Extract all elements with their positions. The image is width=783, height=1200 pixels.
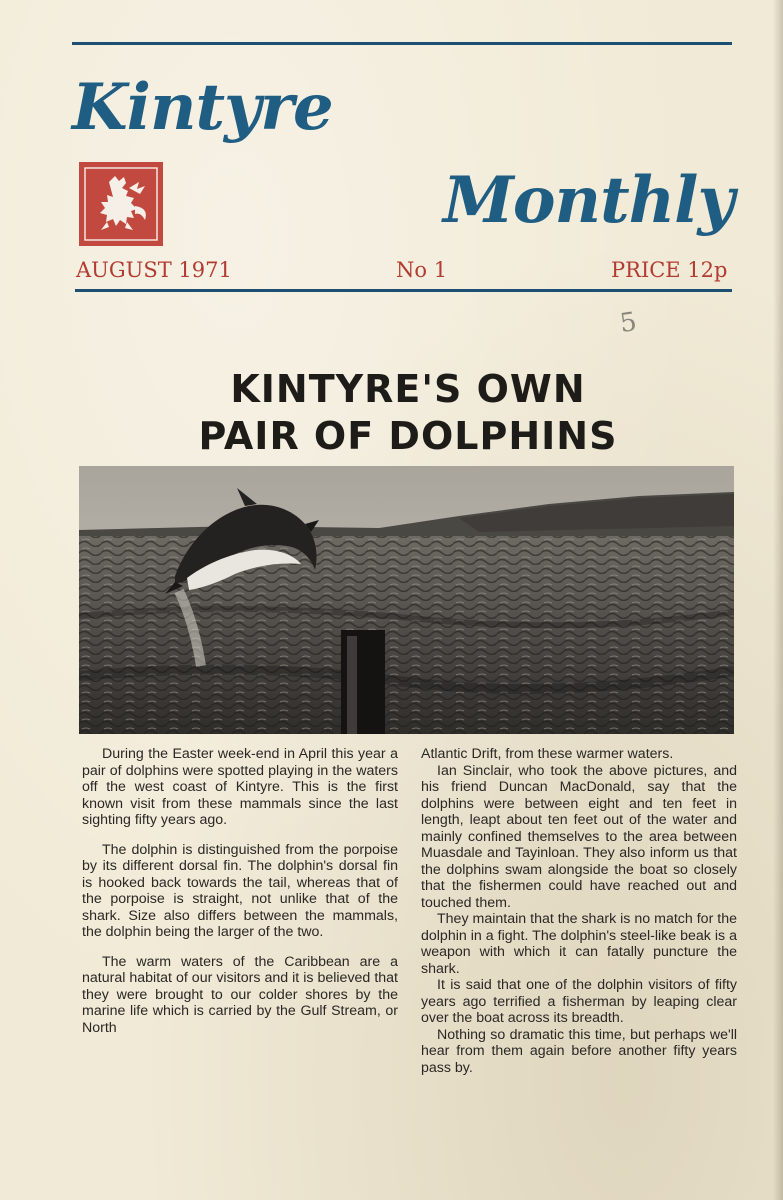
article-paragraph: The warm waters of the Caribbean are a natural habitat of our visitors and it is believed that they were brought to our colder shores by the marine life which is carried by the Gulf Stream, or North xyxy=(82,953,398,1036)
masthead-title-kintyre: Kintyre xyxy=(72,70,333,145)
article-paragraph: Atlantic Drift, from these warmer waters. xyxy=(421,746,674,762)
issue-month: AUGUST 1971 xyxy=(76,258,232,282)
page-edge-shadow xyxy=(773,0,783,1200)
masthead-bottom-rule xyxy=(75,289,732,292)
article-headline xyxy=(80,366,736,460)
article-paragraph: Ian Sinclair, who took the above pictures, and his friend Duncan MacDonald, say that the dolphins were between eight and ten feet in length, leapt about ten feet out of the water and mainly confined themselves to the area between Muasdale and Tayinloan. They also inform us that the dolphins swam alongside the boat so closely that the fishermen could have reached out and touched them. xyxy=(421,762,737,911)
article-paragraph: It is said that one of the dolphin visitors of fifty years ago terrified a fisherman by leaping clear over the boat across its breadth. xyxy=(421,977,737,1026)
headline-line-2: PAIR OF DOLPHINS xyxy=(198,414,618,458)
article-paragraph: The dolphin is distinguished from the porpoise by its different dorsal fin. The dolphin's dorsal fin is hooked back towards the tail, whereas that of the porpoise is straight, not unlike that of the shark. Size also differs between the mammals, the dolphin being the larger of the two. xyxy=(82,841,398,940)
article-paragraph: During the Easter week-end in April this year a pair of dolphins were spotted playing in the waters off the west coast of Kintyre. This is the first known visit from these mammals since the last sighting fifty years ago. xyxy=(82,746,398,828)
article-column-right xyxy=(421,746,737,1076)
article-paragraph: They maintain that the shark is no match for the dolphin in a fight. The dolphin's steel-like beak is a weapon with which it can fatally puncture the shark. xyxy=(421,911,737,977)
handwritten-page-mark: 5 xyxy=(617,306,639,340)
dolphin-photo xyxy=(79,466,734,734)
crest-lion-graphic xyxy=(79,162,163,246)
issue-number: No 1 xyxy=(396,258,448,282)
article-column-left xyxy=(82,746,398,1049)
dolphin-photo-graphic xyxy=(79,466,734,734)
article-paragraph: Nothing so dramatic this time, but perhaps we'll hear from them again before another fifty years pass by. xyxy=(421,1026,737,1076)
headline-line-1: KINTYRE'S OWN xyxy=(230,367,586,411)
masthead-title-monthly: Monthly xyxy=(443,163,734,238)
issue-price: PRICE 12p xyxy=(611,258,728,282)
rampant-lion-crest-icon xyxy=(79,162,163,246)
masthead-top-rule xyxy=(72,42,732,45)
